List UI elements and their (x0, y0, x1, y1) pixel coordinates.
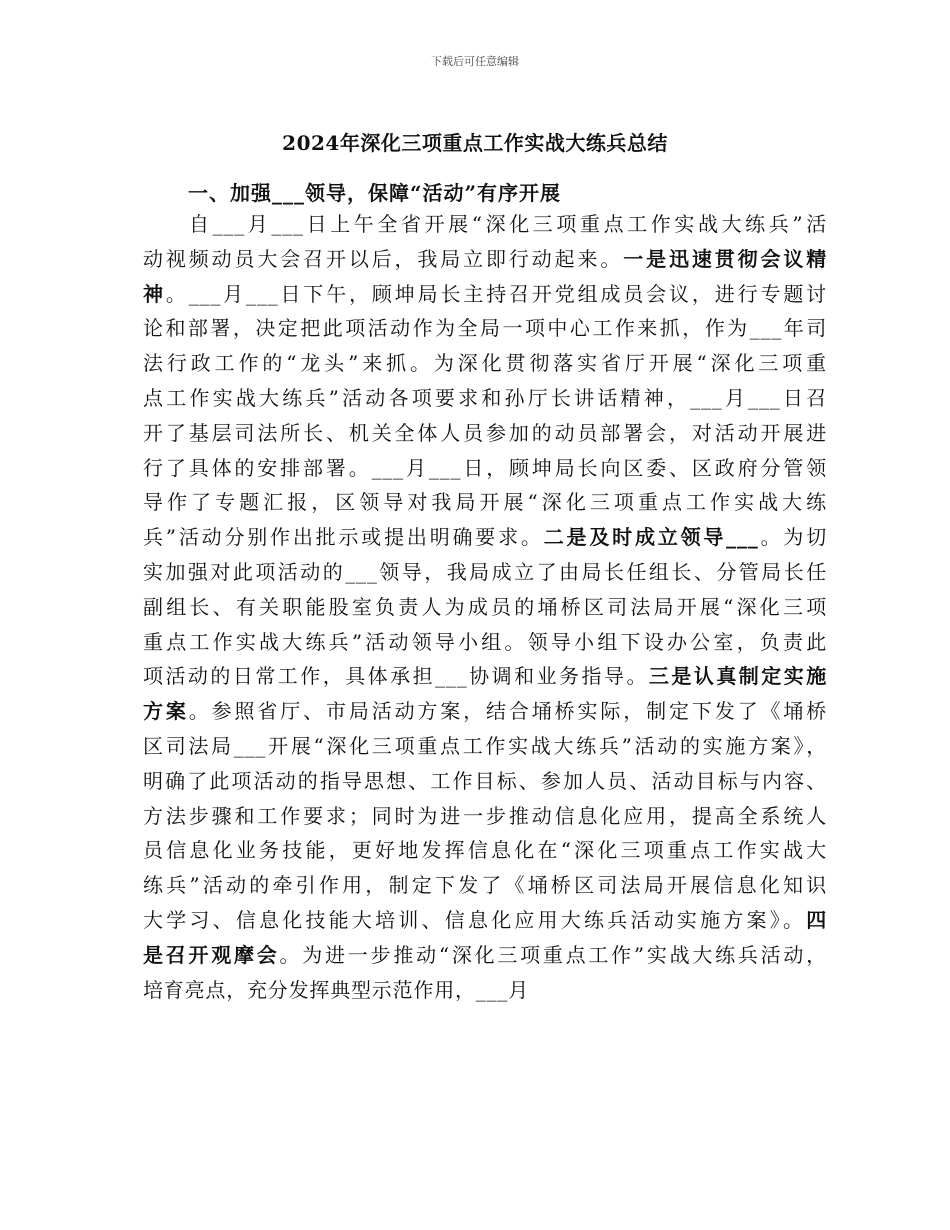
text-segment: 副组长、有关职能股室负责人为成员的埇桥区司法局开展“深化三项 (143, 594, 827, 619)
text-line (143, 938, 827, 973)
bold-text-segment: 一是迅速贯彻会议精 (623, 246, 827, 271)
text-segment: 。参照省厅、市局活动方案，结合埇桥实际，制定下发了《埇桥 (188, 699, 827, 724)
text-segment: 导作了专题汇报，区领导对我局开展“深化三项重点工作实战大练 (143, 490, 827, 515)
text-line (143, 451, 827, 486)
text-line (143, 868, 827, 903)
text-line (143, 625, 827, 660)
text-line (143, 729, 827, 764)
text-segment: 练兵”活动的牵引作用，制定下发了《埇桥区司法局开展信息化知识 (143, 873, 827, 898)
text-segment: 法行政工作的“龙头”来抓。为深化贯彻落实省厅开展“深化三项重 (143, 351, 827, 376)
text-line (143, 799, 827, 834)
text-segment: 动视频动员大会召开以后，我局立即行动起来。 (143, 246, 624, 271)
header-note: 下载后可任意编辑 (431, 55, 519, 68)
text-line (143, 590, 827, 625)
text-segment: 行了具体的安排部署。___月___日，顾坤局长向区委、区政府分管领 (143, 455, 827, 480)
text-segment: 自___月___日上午全省开展“深化三项重点工作实战大练兵”活 (189, 212, 827, 236)
bold-text-segment: 方案 (143, 699, 189, 724)
bold-text-segment: 四 (806, 907, 827, 932)
text-line (143, 381, 827, 416)
text-segment: 项活动的日常工作，具体承担___协调和业务指导。 (143, 664, 649, 689)
bold-text-segment: 神 (143, 281, 166, 306)
body-text (143, 207, 827, 1007)
text-segment: 兵”活动分别作出批示或提出明确要求。 (143, 525, 544, 550)
document-title: 2024年深化三项重点工作实战大练兵总结 (282, 131, 668, 155)
text-segment: 。___月___日下午，顾坤局长主持召开党组成员会议，进行专题讨 (165, 281, 827, 306)
text-line (143, 207, 827, 242)
text-segment: 明确了此项活动的指导思想、工作目标、参加人员、活动目标与内容、 (143, 768, 827, 793)
text-segment: 。为进一步推动“深化三项重点工作”实战大练兵活动， (279, 942, 827, 967)
text-line (143, 764, 827, 799)
text-segment: 方法步骤和工作要求；同时为进一步推动信息化应用，提高全系统人 (143, 803, 827, 828)
text-segment: 大学习、信息化技能大培训、信息化应用大练兵活动实施方案》。 (143, 907, 807, 932)
text-line (143, 903, 827, 938)
text-segment: 区司法局___开展“深化三项重点工作实战大练兵”活动的实施方案》， (143, 733, 827, 758)
text-segment: 开了基层司法所长、机关全体人员参加的动员部署会，对活动开展进 (143, 420, 827, 445)
text-line (143, 346, 827, 381)
text-line (143, 973, 827, 1008)
text-line (143, 555, 827, 590)
bold-text-segment: 是召开观摩会 (143, 942, 280, 967)
text-segment: 。为切 (758, 525, 827, 550)
text-line (143, 242, 827, 277)
bold-text-segment: 二是及时成立领导___ (543, 525, 759, 550)
text-segment: 培育亮点，充分发挥典型示范作用，___月 (143, 977, 529, 1002)
text-line (143, 833, 827, 868)
text-line (143, 311, 827, 346)
text-line (143, 659, 827, 694)
section-heading: 一、加强___领导，保障“活动”有序开展 (188, 181, 562, 205)
text-line (143, 416, 827, 451)
text-line (143, 485, 827, 520)
text-line (143, 277, 827, 312)
text-segment: 论和部署，决定把此项活动作为全局一项中心工作来抓，作为___年司 (143, 316, 827, 341)
text-line (143, 694, 827, 729)
text-segment: 点工作实战大练兵”活动各项要求和孙厅长讲话精神，___月___日召 (143, 385, 827, 410)
bold-text-segment: 三是认真制定实施 (648, 664, 828, 689)
text-line (143, 520, 827, 555)
text-segment: 重点工作实战大练兵”活动领导小组。领导小组下设办公室，负责此 (143, 629, 827, 654)
text-segment: 员信息化业务技能，更好地发挥信息化在“深化三项重点工作实战大 (143, 838, 827, 863)
text-segment: 实加强对此项活动的___领导，我局成立了由局长任组长、分管局长任 (143, 559, 827, 584)
